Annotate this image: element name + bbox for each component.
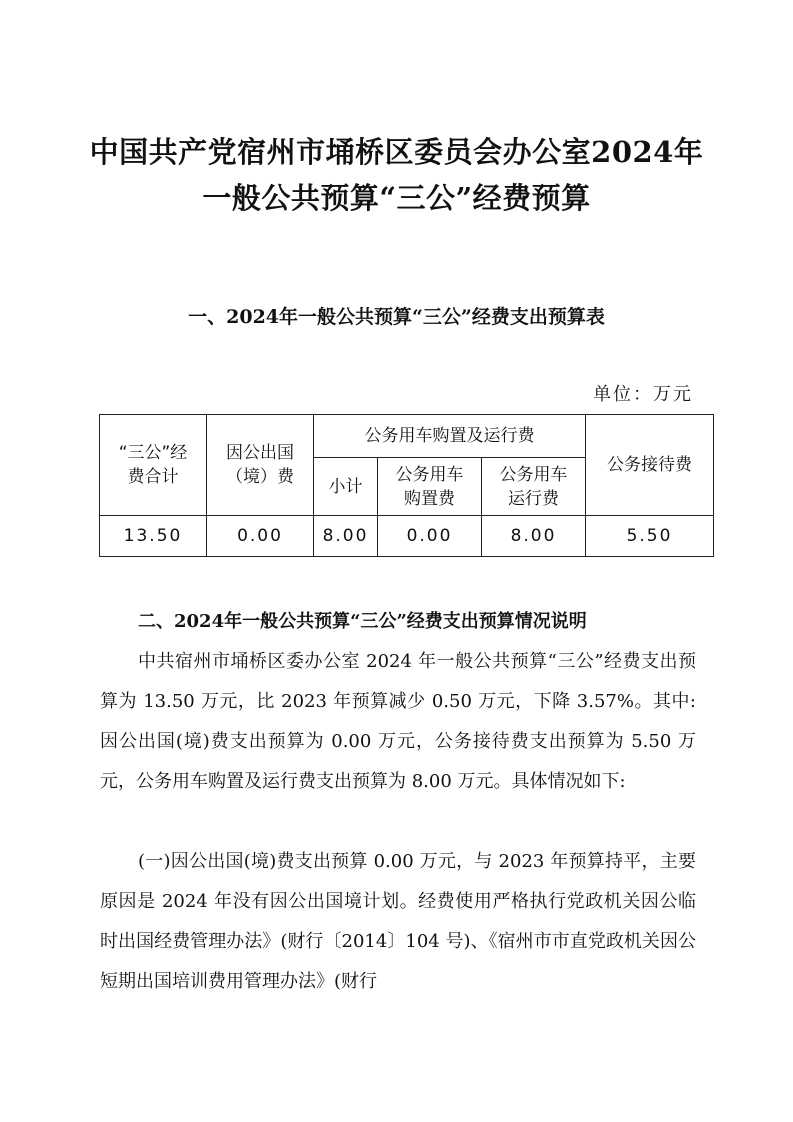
- header-abroad-label: 因公出国（境）费: [226, 443, 294, 487]
- header-abroad: [207, 415, 314, 516]
- header-reception: 公务接待费: [586, 415, 714, 516]
- value-vehicle-operation: 8.00: [482, 516, 586, 557]
- unit-label: 单位：万元: [593, 384, 693, 405]
- document-title-line1: 中国共产党宿州市埇桥区委员会办公室2024年: [89, 135, 704, 169]
- section1-title: 一、2024年一般公共预算“三公”经费支出预算表: [188, 306, 605, 328]
- header-vehicle-group: 公务用车购置及运行费: [314, 415, 586, 458]
- value-vehicle-purchase: 0.00: [378, 516, 482, 557]
- header-vehicle-purchase: [378, 458, 482, 516]
- paragraph-abroad-expense: (一)因公出国(境)费支出预算 0.00 万元，与 2023 年预算持平，主要原因是 2024 年没有因公出国境计划。经费使用严格执行党政机关因公临时出国经费管理办法》(财行〔2014〕104 号)、《宿州市市直党政机关因公短期出国培训费用管理办法》(财行: [100, 851, 696, 992]
- value-total: 13.50: [100, 516, 207, 557]
- header-total-label: “三公”经费合计: [118, 443, 188, 487]
- header-vehicle-operation: [482, 458, 586, 516]
- value-reception: 5.50: [586, 516, 714, 557]
- table-row: [100, 516, 714, 557]
- value-abroad: 0.00: [207, 516, 314, 557]
- value-vehicle-subtotal: 8.00: [314, 516, 378, 557]
- header-vehicle-subtotal: 小计: [314, 458, 378, 516]
- header-vehicle-operation-label: 公务用车运行费: [499, 464, 568, 509]
- header-vehicle-purchase-label: 公务用车购置费: [395, 464, 464, 509]
- budget-table: [99, 414, 714, 557]
- paragraph-summary: 中共宿州市埇桥区委办公室 2024 年一般公共预算“三公”经费支出预算为 13.50 万元，比 2023 年预算减少 0.50 万元，下降 3.57%。其中: 因公出国(境)费支出预算为 0.00 万元，公务接待费支出预算为 5.50 万元，公务用车购置及运行费支出预算为 8.00 万元。具体情况如下:: [100, 651, 696, 792]
- header-total: [100, 415, 207, 516]
- document-title-line2: 一般公共预算“三公”经费预算: [202, 181, 591, 215]
- section2-title: 二、2024年一般公共预算“三公”经费支出预算情况说明: [138, 611, 587, 632]
